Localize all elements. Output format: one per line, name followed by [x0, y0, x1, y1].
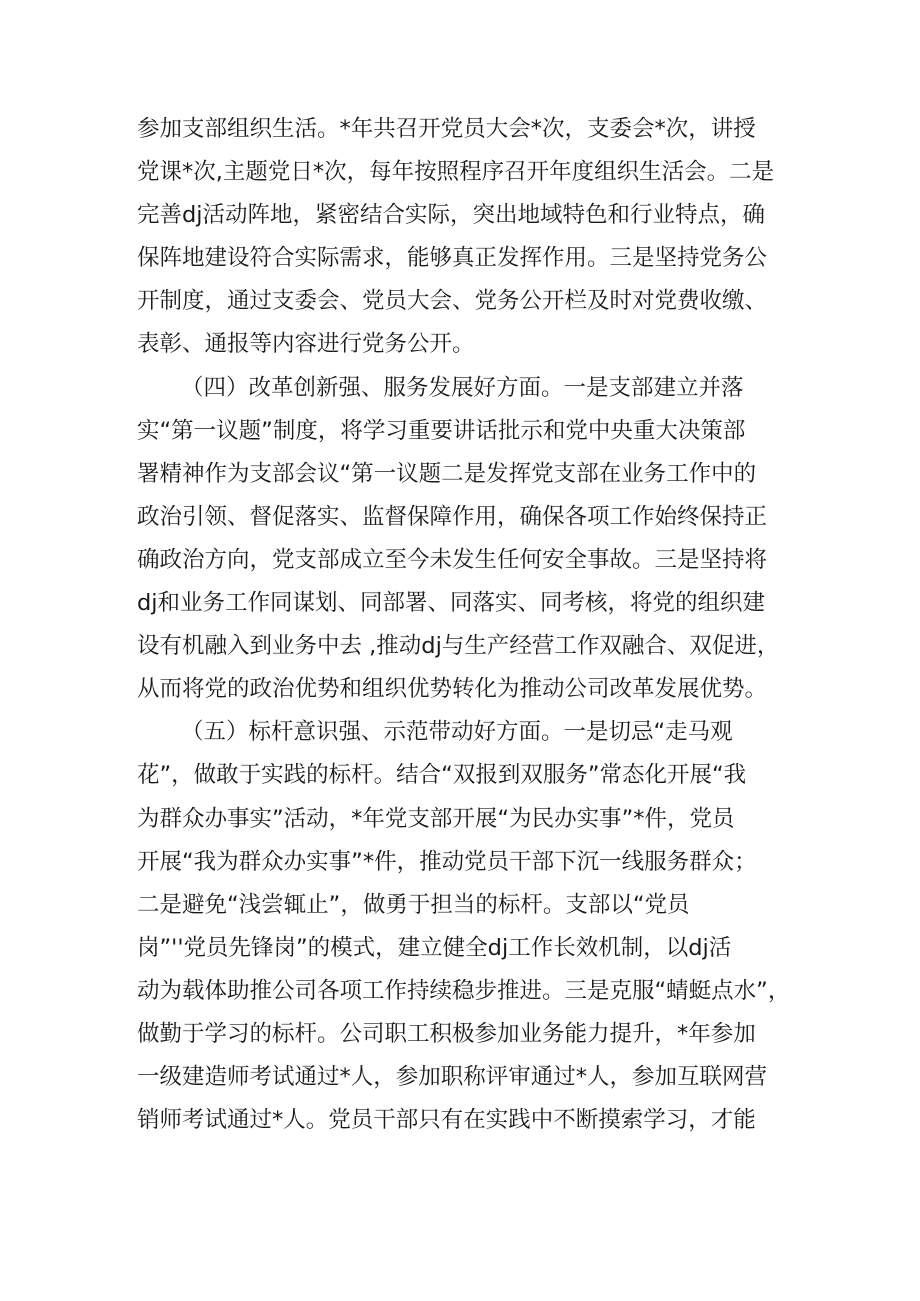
section-five-heading-line: （五）标杆意识强、示范带动好方面。一是切忌“走马观: [181, 719, 733, 746]
text-line: 开制度，通过支委会、党员大会、党务公开栏及时对党费收缴、: [137, 288, 768, 315]
section-four-heading-line: （四）改革创新强、服务发展好方面。一是支部建立并落: [181, 374, 744, 401]
text-line: 开展“我为群众办实事”*件，推动党员干部下沉一线服务群众；: [137, 848, 757, 875]
text-line: 党课*次,主题党日*次，每年按照程序召开年度组织生活会。二是: [137, 159, 775, 186]
text-line: 销师考试通过*人。党员干部只有在实践中不断摸索学习，才能: [137, 1107, 756, 1134]
text-line: 做勤于学习的标杆。公司职工积极参加业务能力提升，*年参加: [137, 1020, 756, 1047]
text-line: 政治引领、督促落实、监督保障作用，确保各项工作始终保持正: [137, 503, 768, 530]
text-line: 设有机融入到业务中去 ,推动dj与生产经营工作双融合、双促进，: [137, 633, 780, 660]
text-line: 实“第一议题”制度，将学习重要讲话批示和党中央重大决策部: [137, 417, 746, 444]
text-line: 表彰、通报等内容进行党务公开。: [137, 331, 475, 358]
text-line: 为群众办事实”活动，*年党支部开展“为民办实事”*件，党员: [137, 805, 735, 832]
text-line: 保阵地建设符合实际需求，能够真正发挥作用。三是坚持党务公: [137, 245, 768, 272]
text-line: 完善dj活动阵地，紧密结合实际，突出地域特色和行业特点，确: [137, 202, 766, 229]
text-line: 岗”''党员先锋岗”的模式，建立健全dj工作长效机制，以dj活: [137, 934, 732, 961]
text-line: dj和业务工作同谋划、同部署、同落实、同考核，将党的组织建: [137, 590, 766, 617]
text-line: 动为载体助推公司各项工作持续稳步推进。三是克服“蜻蜓点水”，: [137, 977, 791, 1004]
text-line: 确政治方向，党支部成立至今未发生任何安全事故。三是坚持将: [137, 546, 768, 573]
text-line: 二是避免“浅尝辄止”，做勇于担当的标杆。支部以“党员: [137, 891, 690, 918]
text-line: 一级建造师考试通过*人，参加职称评审通过*人，参加互联网营: [137, 1064, 768, 1091]
text-line: 花”，做敢于实践的标杆。结合“双报到双服务”常态化开展“我: [137, 762, 747, 789]
text-line: 参加支部组织生活。*年共召开党员大会*次，支委会*次，讲授: [137, 116, 756, 142]
text-line: 从而将党的政治优势和组织优势转化为推动公司改革发展优势。: [137, 676, 768, 703]
text-line: 署精神作为支部会议“第一议题二是发挥党支部在业务工作中的: [137, 460, 757, 487]
body-text: [137, 108, 797, 1142]
